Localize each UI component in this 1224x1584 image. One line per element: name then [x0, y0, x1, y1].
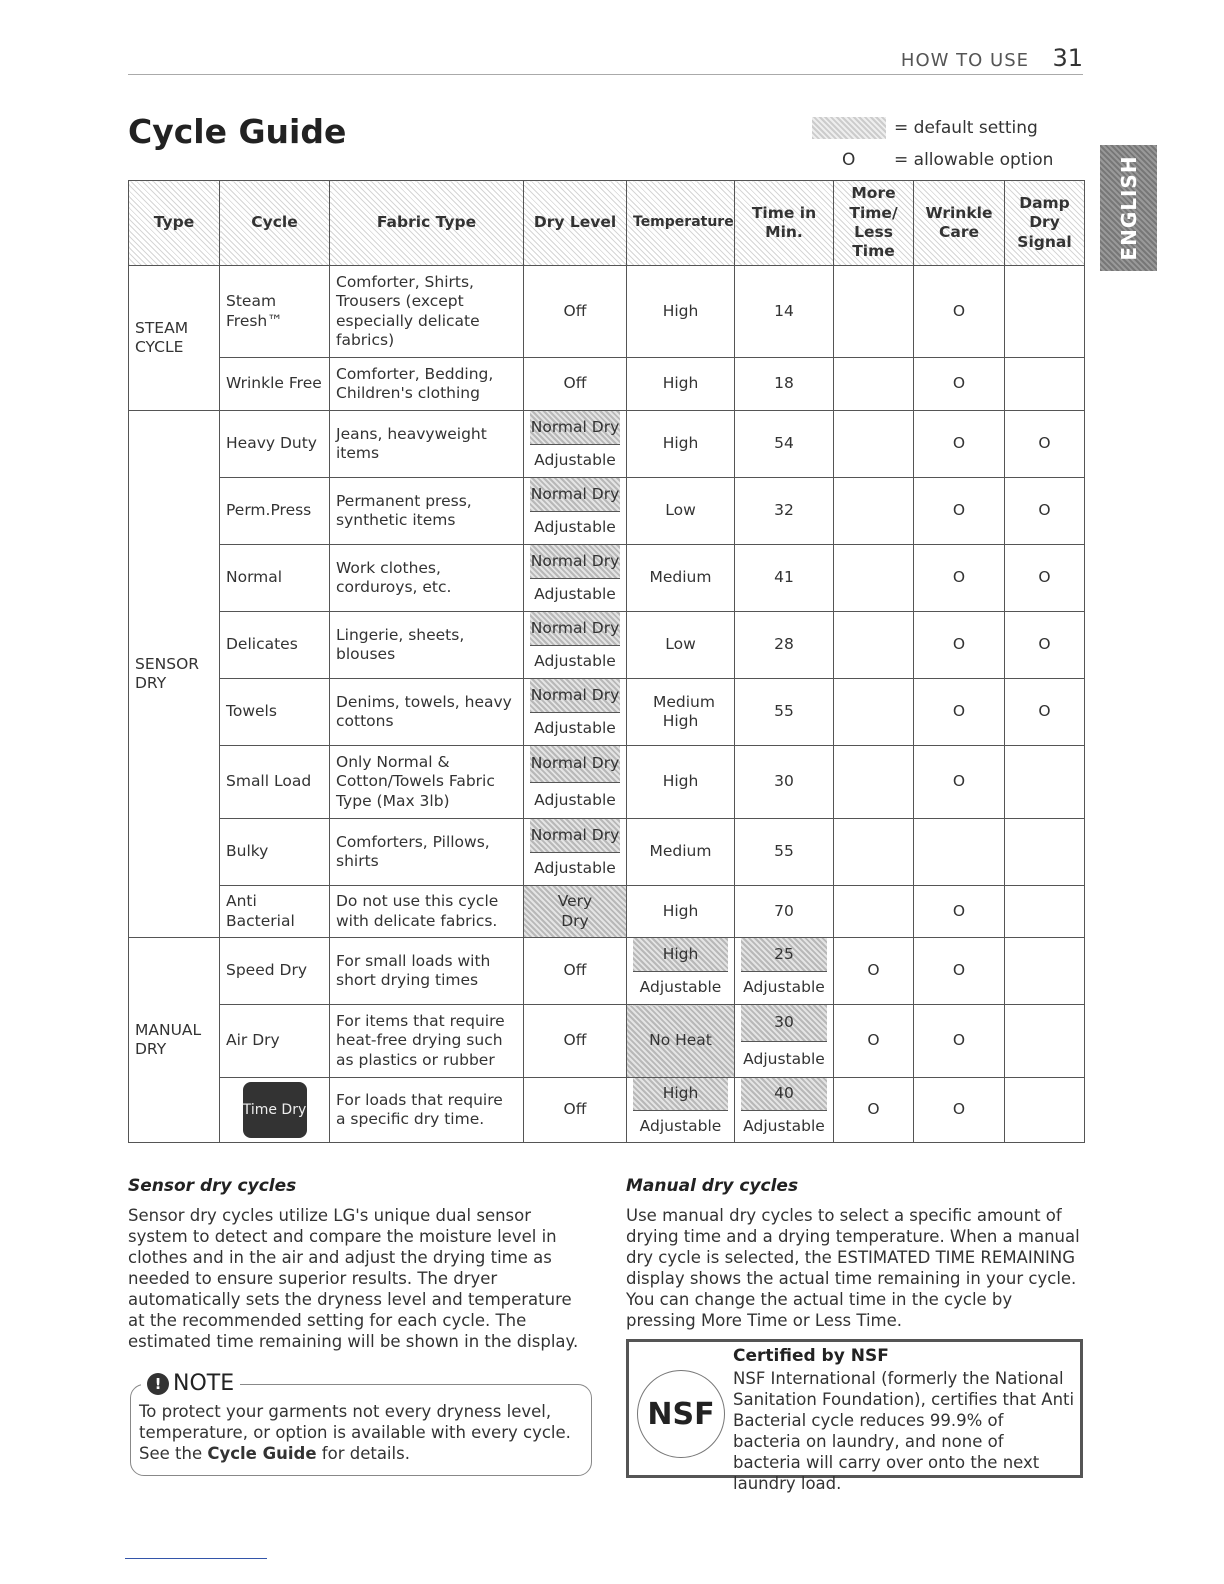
fabric-type: Lingerie, sheets, blouses: [330, 612, 524, 679]
temperature: Low: [627, 478, 735, 545]
time-default: 40: [741, 1078, 827, 1111]
dry-level: Off: [524, 266, 627, 358]
note-title: [141, 1371, 240, 1396]
language-tab-label: ENGLISH: [1116, 155, 1141, 261]
dry-level: Off: [524, 1005, 627, 1078]
dry-level-default: Normal Dry: [530, 612, 620, 646]
manual-heading: Manual dry cycles: [626, 1176, 799, 1196]
cycle-name: Delicates: [220, 612, 330, 679]
fabric-type: Jeans, heavyweight items: [330, 411, 524, 478]
fabric-type: Only Normal & Cotton/Towels Fabric Type (Max 3lb): [330, 746, 524, 819]
damp-dry: O: [1005, 679, 1085, 746]
wrinkle-care: O: [914, 545, 1005, 612]
note-box: [130, 1371, 592, 1476]
time: 55: [735, 819, 834, 886]
temperature: High: [627, 266, 735, 358]
wrinkle-care: O: [914, 746, 1005, 819]
dry-level: Very Dry: [524, 886, 627, 938]
wrinkle-care: O: [914, 411, 1005, 478]
table-row: [129, 746, 1085, 819]
legend-default-label: = default setting: [894, 118, 1038, 138]
cycle-name: Air Dry: [220, 1005, 330, 1078]
fabric-type: Permanent press, synthetic items: [330, 478, 524, 545]
damp-dry: O: [1005, 478, 1085, 545]
note-text-before: To protect your garments not every dryness level, temperature, or option is available with every cycle. See the: [139, 1402, 571, 1463]
wrinkle-care: O: [914, 938, 1005, 1005]
header-cycle: Cycle: [220, 181, 330, 266]
damp-dry: [1005, 886, 1085, 938]
time: 30: [735, 746, 834, 819]
language-tab: [1100, 145, 1157, 271]
more-less: [834, 746, 914, 819]
dry-level-default: Normal Dry: [530, 545, 620, 579]
time: 14: [735, 266, 834, 358]
note-title-text: NOTE: [173, 1371, 235, 1396]
dry-level: Off: [524, 938, 627, 1005]
cycle-name: Heavy Duty: [220, 411, 330, 478]
table-row: [129, 612, 1085, 679]
cycle-name: Steam Fresh™: [220, 266, 330, 358]
table-row: [129, 358, 1085, 411]
dry-level: [524, 679, 627, 746]
page-number: 31: [1052, 44, 1083, 72]
time: 54: [735, 411, 834, 478]
time: 55: [735, 679, 834, 746]
cycle-name: Towels: [220, 679, 330, 746]
group-manual: MANUAL DRY: [129, 938, 220, 1143]
default-swatch: [812, 117, 886, 139]
dry-level-default: Normal Dry: [530, 819, 620, 853]
temperature: High: [627, 886, 735, 938]
more-less: [834, 886, 914, 938]
damp-dry: O: [1005, 545, 1085, 612]
fabric-type: Work clothes, corduroys, etc.: [330, 545, 524, 612]
temperature: [627, 1078, 735, 1143]
fabric-type: Comforter, Shirts, Trousers (except especially delicate fabrics): [330, 266, 524, 358]
allowable-symbol: O: [842, 150, 856, 170]
more-less: [834, 478, 914, 545]
header-temperature: Temperature: [627, 181, 735, 266]
more-less: O: [834, 1078, 914, 1143]
header-section: HOW TO USE: [900, 50, 1029, 71]
fabric-type: For small loads with short drying times: [330, 938, 524, 1005]
legend-allowable-label: = allowable option: [894, 150, 1054, 170]
damp-dry: [1005, 266, 1085, 358]
footer-rule: [125, 1558, 267, 1559]
temperature-default: High: [633, 938, 728, 972]
cycle-name: Anti Bacterial: [220, 886, 330, 938]
more-less: O: [834, 938, 914, 1005]
dry-level-adjustable: Adjustable: [534, 652, 616, 671]
wrinkle-care: O: [914, 358, 1005, 411]
fabric-type: For items that require heat-free drying such as plastics or rubber: [330, 1005, 524, 1078]
wrinkle-care: [914, 819, 1005, 886]
legend: [812, 112, 1053, 176]
table-row: [129, 478, 1085, 545]
page-header: [128, 44, 1083, 75]
damp-dry: [1005, 746, 1085, 819]
header-fabric: Fabric Type: [330, 181, 524, 266]
more-less: [834, 679, 914, 746]
fabric-type: Denims, towels, heavy cottons: [330, 679, 524, 746]
dry-level-default: Normal Dry: [530, 478, 620, 512]
group-sensor: SENSOR DRY: [129, 411, 220, 938]
time: [735, 1078, 834, 1143]
temperature-adjustable: Adjustable: [639, 978, 722, 997]
dry-level: [524, 612, 627, 679]
nsf-text: NSF International (formerly the National Sanitation Foundation), certifies that Anti Bacterial cycle reduces 99.9% of bacteria on laundry, and none of bacteria will carry over onto the next laundry load.: [733, 1369, 1075, 1493]
cycle-name: Normal: [220, 545, 330, 612]
fabric-type: Do not use this cycle with delicate fabrics.: [330, 886, 524, 938]
dry-level-default: Normal Dry: [530, 411, 620, 445]
damp-dry: O: [1005, 411, 1085, 478]
time: 28: [735, 612, 834, 679]
more-less: [834, 545, 914, 612]
wrinkle-care: O: [914, 1078, 1005, 1143]
temperature: Medium: [627, 819, 735, 886]
more-less: [834, 612, 914, 679]
time: 18: [735, 358, 834, 411]
temperature: Low: [627, 612, 735, 679]
fabric-type: Comforter, Bedding, Children's clothing: [330, 358, 524, 411]
damp-dry: [1005, 358, 1085, 411]
wrinkle-care: O: [914, 266, 1005, 358]
group-steam: STEAM CYCLE: [129, 266, 220, 411]
temperature: High: [627, 358, 735, 411]
cycle-name: Small Load: [220, 746, 330, 819]
temperature: No Heat: [627, 1005, 735, 1078]
more-less: [834, 411, 914, 478]
damp-dry: O: [1005, 612, 1085, 679]
wrinkle-care: O: [914, 612, 1005, 679]
nsf-logo: NSF: [637, 1370, 725, 1458]
header-dry-level: Dry Level: [524, 181, 627, 266]
dry-level: [524, 819, 627, 886]
table-row: [129, 1005, 1085, 1078]
cycle-name: Perm.Press: [220, 478, 330, 545]
time-adjustable: Adjustable: [743, 978, 825, 997]
table-row: [129, 266, 1085, 358]
time-dry-button-icon: Time Dry: [243, 1082, 307, 1138]
time-adjustable: Adjustable: [743, 1049, 825, 1068]
time: 32: [735, 478, 834, 545]
nsf-certification-box: [626, 1339, 1083, 1493]
time-default: 30: [741, 1005, 827, 1042]
temperature: Medium: [627, 545, 735, 612]
header-time: Time in Min.: [735, 181, 834, 266]
table-row: [129, 1078, 1085, 1143]
table-row: [129, 819, 1085, 886]
wrinkle-care: O: [914, 679, 1005, 746]
dry-level-adjustable: Adjustable: [534, 859, 616, 878]
wrinkle-care: O: [914, 886, 1005, 938]
time: [735, 1005, 834, 1078]
dry-level: Off: [524, 358, 627, 411]
more-less: O: [834, 1005, 914, 1078]
header-more-less: More Time/ Less Time: [834, 181, 914, 266]
time-adjustable: Adjustable: [743, 1116, 825, 1135]
table-row: [129, 679, 1085, 746]
wrinkle-care: O: [914, 478, 1005, 545]
cycle-name: Wrinkle Free: [220, 358, 330, 411]
more-less: [834, 358, 914, 411]
cycle-name: Bulky: [220, 819, 330, 886]
header-wrinkle: Wrinkle Care: [914, 181, 1005, 266]
damp-dry: [1005, 1078, 1085, 1143]
dry-level-adjustable: Adjustable: [534, 518, 616, 537]
table-row: [129, 545, 1085, 612]
table-row: [129, 411, 1085, 478]
time-default: 25: [741, 938, 827, 972]
temperature: [627, 938, 735, 1005]
dry-level: [524, 478, 627, 545]
temperature: High: [627, 746, 735, 819]
dry-level: [524, 746, 627, 819]
cycle-guide-table: [128, 180, 1085, 1143]
dry-level: [524, 545, 627, 612]
damp-dry: [1005, 938, 1085, 1005]
fabric-type: Comforters, Pillows, shirts: [330, 819, 524, 886]
temperature: High: [627, 411, 735, 478]
header-type: Type: [129, 181, 220, 266]
damp-dry: [1005, 819, 1085, 886]
dry-level-adjustable: Adjustable: [534, 451, 616, 470]
note-cycle-guide-ref: Cycle Guide: [207, 1444, 317, 1463]
temperature-adjustable: Adjustable: [639, 1116, 722, 1135]
header-damp: Damp Dry Signal: [1005, 181, 1085, 266]
dry-level-adjustable: Adjustable: [534, 719, 616, 738]
dry-level-adjustable: Adjustable: [534, 585, 616, 604]
sensor-heading: Sensor dry cycles: [128, 1176, 297, 1196]
dry-level: Off: [524, 1078, 627, 1143]
dry-level-adjustable: Adjustable: [534, 790, 616, 809]
note-text-after: for details.: [316, 1444, 410, 1463]
sensor-paragraph: Sensor dry cycles utilize LG's unique dual sensor system to detect and compare the moisture level in clothes and in the air and adjust the drying time as needed to ensure superior results. The dryer automatically sets the dryness level and temperature at the recommended setting for each cycle. The estimated time remaining will be shown in the display.: [128, 1206, 579, 1351]
table-header-row: [129, 181, 1085, 266]
fabric-type: For loads that require a specific dry time.: [330, 1078, 524, 1143]
info-icon: !: [147, 1373, 169, 1395]
page-title: Cycle Guide: [128, 112, 347, 151]
time: [735, 938, 834, 1005]
table-row: [129, 886, 1085, 938]
dry-level-default: Normal Dry: [530, 746, 620, 783]
table-row: [129, 938, 1085, 1005]
dry-level-default: Normal Dry: [530, 679, 620, 713]
temperature-default: High: [633, 1078, 728, 1111]
note-text: [139, 1401, 583, 1464]
time: 70: [735, 886, 834, 938]
cycle-name: Speed Dry: [220, 938, 330, 1005]
more-less: [834, 266, 914, 358]
dry-level: [524, 411, 627, 478]
wrinkle-care: O: [914, 1005, 1005, 1078]
damp-dry: [1005, 1005, 1085, 1078]
cycle-name: [220, 1078, 330, 1143]
more-less: [834, 819, 914, 886]
time: 41: [735, 545, 834, 612]
manual-paragraph: Use manual dry cycles to select a specific amount of drying time and a drying temperature. When a manual dry cycle is selected, the ESTIMATED TIME REMAINING display shows the actual time remaining in your cycle. You can change the actual time in the cycle by pressing More Time or Less Time.: [626, 1206, 1080, 1330]
temperature: Medium High: [627, 679, 735, 746]
nsf-title: Certified by NSF: [733, 1346, 889, 1366]
